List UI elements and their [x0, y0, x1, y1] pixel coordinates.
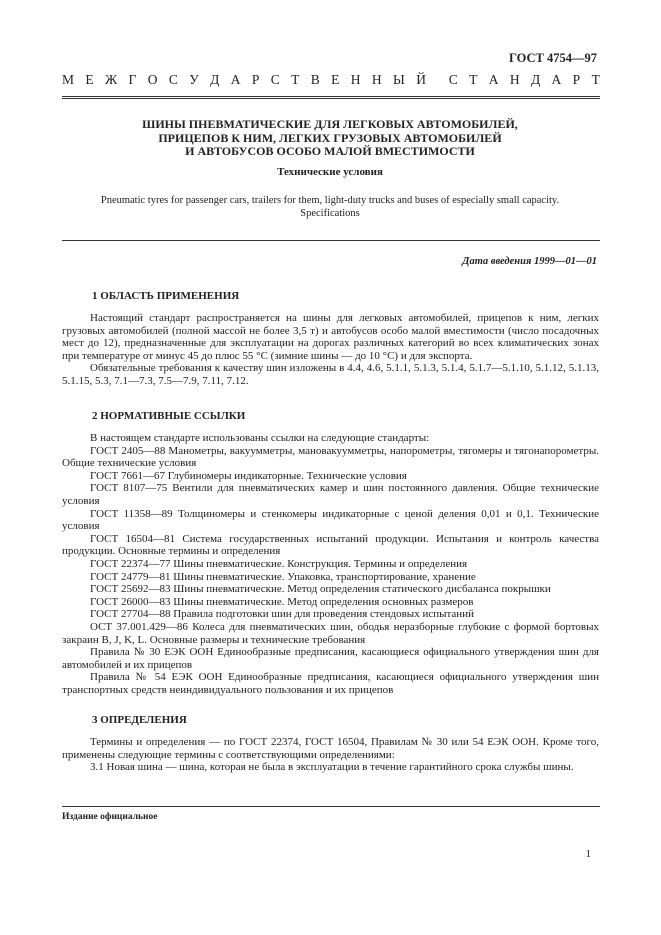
banner-letter: А: [488, 72, 499, 87]
reference-item: ГОСТ 2405—88 Манометры, вакуумметры, мановакуумметры, напорометры, тягомеры и тягонапорометры. Общие технические условия: [62, 444, 599, 470]
section-3-heading: 3 ОПРЕДЕЛЕНИЯ: [92, 714, 187, 726]
section-3-paragraph-1: Термины и определения — по ГОСТ 22374, ГОСТ 16504, Правилам № 30 или 54 ЕЭК ООН. Кроме того, применены следующие термины с соответствующими определениями:: [62, 736, 599, 761]
reference-item: ГОСТ 16504—81 Система государственных испытаний продукции. Испытания и контроль качества продукции. Основные термины и определения: [62, 532, 599, 558]
banner-letter: Н: [350, 72, 361, 87]
banner-letter: Н: [371, 72, 382, 87]
section-1-heading: 1 ОБЛАСТЬ ПРИМЕНЕНИЯ: [92, 290, 240, 302]
banner-letter: Г: [128, 72, 137, 87]
section-1-paragraph-1: Настоящий стандарт распространяется на шины для легковых автомобилей, прицепов к ним, легких грузовых автомобилей (полной массой не более 3,5 т) и автобусов особо малой вместимости (число посадочных мест до 12), предназначенные для эксплуатации на дорогах различных категорий во всех климатических зонах при температуре от минус 45 до плюс 55 °С (зимние шины — до 10 °С) и для экспорта.: [62, 312, 599, 362]
reference-item: ГОСТ 27704—88 Правила подготовки шин для проведения стендовых испытаний: [90, 608, 474, 621]
section-1-body: [62, 312, 599, 388]
banner-letter: С: [448, 72, 458, 87]
header-rule: [62, 96, 600, 97]
standard-banner: [62, 72, 600, 88]
banner-letter: Т: [591, 72, 600, 87]
reference-item: ГОСТ 8107—75 Вентили для пневматических камер и шин постоянного давления. Общие технические условия: [62, 482, 599, 507]
reference-item: ОСТ 37.001.429—86 Колеса для пневматических шин, ободья неразборные глубокие с формой бортовых закраин B, J, K, L. Основные размеры и технические требования: [62, 620, 599, 646]
title-rule: [62, 240, 600, 241]
section-2-intro: В настоящем стандарте использованы ссылки на следующие стандарты:: [90, 432, 430, 444]
section-3-paragraph-2: 3.1 Новая шина — шина, которая не была в эксплуатации в течение гарантийного срока службы шины.: [90, 761, 574, 774]
page-number: 1: [585, 848, 591, 860]
section-2-heading: 2 НОРМАТИВНЫЕ ССЫЛКИ: [92, 410, 246, 422]
gost-number: ГОСТ 4754—97: [508, 51, 597, 65]
banner-letter: М: [62, 72, 75, 87]
banner-letter: Д: [210, 72, 220, 87]
subtitle-en-line-1: Pneumatic tyres for passenger cars, trailers for them, light-duty trucks and buses of especially small capacity.: [100, 195, 560, 206]
reference-item: ГОСТ 7661—67 Глубиномеры индикаторные. Технические условия: [90, 469, 407, 482]
reference-item: Правила № 30 ЕЭК ООН Единообразные предписания, касающиеся официального утверждения шин для автомобилей и их прицепов: [62, 646, 599, 671]
banner-letter: О: [147, 72, 158, 87]
subtitle-ru: Технические условия: [277, 166, 383, 178]
title-line-2: ПРИЦЕПОВ К НИМ, ЛЕГКИХ ГРУЗОВЫХ АВТОМОБИЛЕЙ: [158, 130, 502, 145]
section-1-paragraph-2: Обязательные требования к качеству шин изложены в 4.4, 4.6, 5.1.1, 5.1.3, 5.1.4, 5.1.7—5.1.10, 5.1.12, 5.1.13, 5.1.15, 5.3, 7.1—7.3, 7.5—7.9, 7.11, 7.12.: [62, 362, 599, 387]
banner-letter: А: [551, 72, 562, 87]
banner-letter: Д: [530, 72, 541, 87]
banner-letter: Е: [331, 72, 340, 87]
reference-item: ГОСТ 26000—83 Шины пневматические. Метод определения основных размеров: [90, 595, 474, 608]
header-rule-thin: [62, 98, 600, 99]
banner-letter: Ж: [105, 72, 118, 87]
footer-rule: [62, 806, 600, 807]
banner-letter: У: [189, 72, 199, 87]
section-2-body: [62, 432, 599, 696]
reference-item: ГОСТ 24779—81 Шины пневматические. Упаковка, транспортирование, хранение: [90, 570, 476, 583]
banner-letter: Е: [85, 72, 94, 87]
section-3-body: [62, 736, 599, 774]
banner-letter: Р: [572, 72, 581, 87]
banner-letter: С: [168, 72, 178, 87]
reference-item: ГОСТ 22374—77 Шины пневматические. Конструкция. Термины и определения: [90, 557, 468, 570]
reference-item: Правила № 54 ЕЭК ООН Единообразные предписания, касающиеся официального утверждения шин транспортных средств неиндивидуального пользования и их прицепов: [62, 671, 599, 696]
banner-letter: Ы: [393, 72, 405, 87]
banner-letter: С: [270, 72, 280, 87]
banner-letter: Т: [469, 72, 478, 87]
document-title: [80, 118, 580, 159]
title-line-1: ШИНЫ ПНЕВМАТИЧЕСКИЕ ДЛЯ ЛЕГКОВЫХ АВТОМОБИЛЕЙ,: [142, 117, 518, 131]
subtitle-en-line-2: Specifications: [300, 208, 360, 219]
title-line-3: И АВТОБУСОВ ОСОБО МАЛОЙ ВМЕСТИМОСТИ: [185, 144, 475, 158]
banner-letter: А: [230, 72, 241, 87]
banner-letter: В: [310, 72, 320, 87]
banner-letter: Р: [251, 72, 260, 87]
reference-item: ГОСТ 11358—89 Толщиномеры и стенкомеры индикаторные с ценой деления 0,01 и 0,1. Технические условия: [62, 507, 599, 533]
banner-letter: Т: [291, 72, 300, 87]
reference-item: ГОСТ 25692—83 Шины пневматические. Метод определения статического дисбаланса покрышки: [90, 583, 551, 596]
subtitle-en: [80, 194, 580, 220]
banner-letter: Й: [416, 72, 426, 87]
introduction-date: Дата введения 1999—01—01: [462, 256, 597, 267]
banner-letter: Н: [509, 72, 520, 87]
edition-label: Издание официальное: [62, 812, 158, 822]
